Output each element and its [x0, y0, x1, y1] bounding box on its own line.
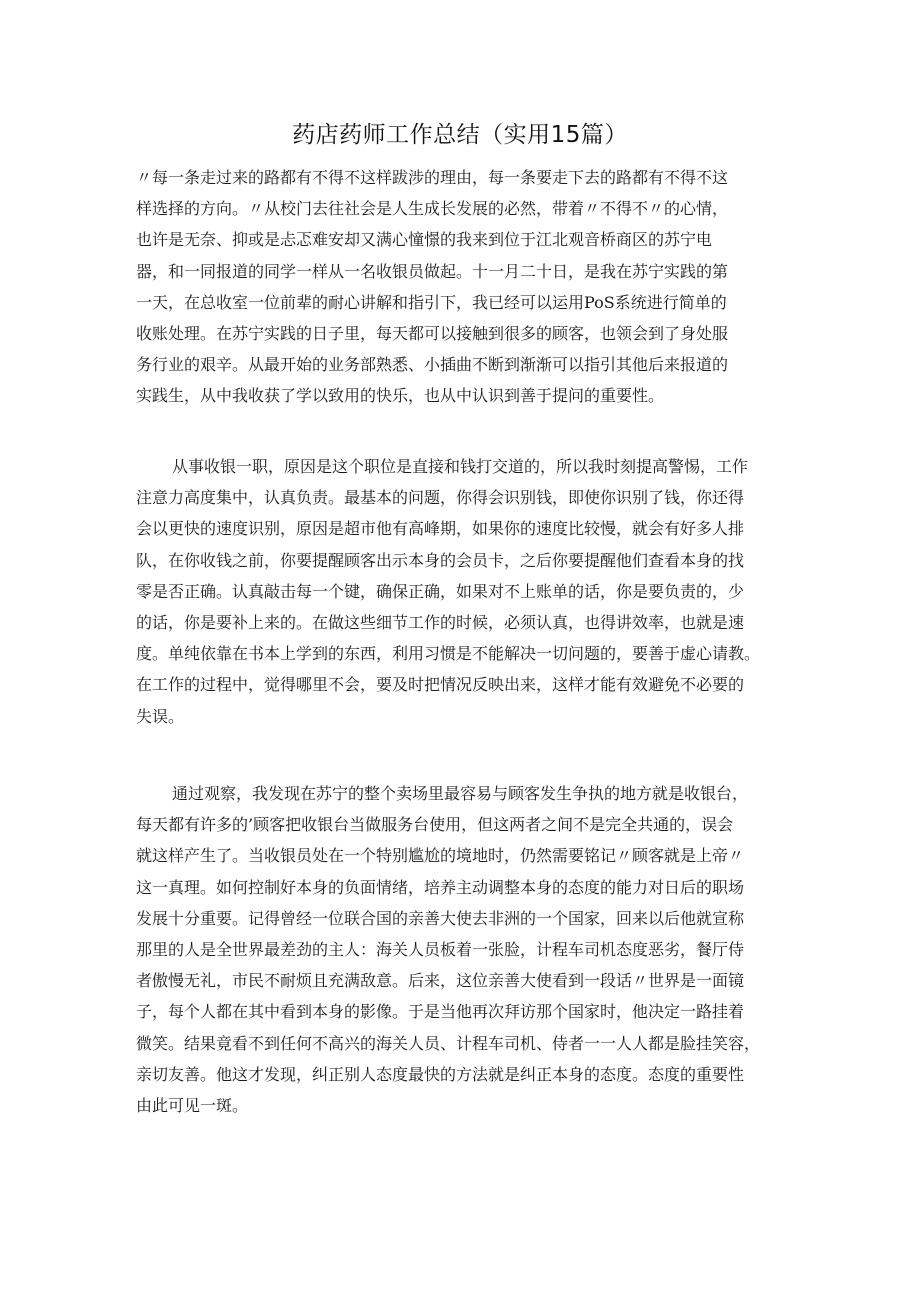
- text-line: 从事收银一职，原因是这个职位是直接和钱打交道的，所以我时刻提高警惕，工作: [172, 457, 749, 476]
- text-line: 通过观察，我发现在苏宁的整个卖场里最容易与顾客发生争执的地方就是收银台，: [172, 784, 749, 803]
- text-line: 在工作的过程中，觉得哪里不会，要及时把情况反映出来，这样才能有效避免不必要的: [136, 675, 745, 695]
- text-line: 亲切友善。他这才发现，纠正别人态度最快的方法就是纠正本身的态度。态度的重要性: [136, 1064, 745, 1084]
- text-line: 这一真理。如何控制好本身的负面情绪，培养主动调整本身的态度的能力对日后的职场: [136, 877, 745, 897]
- paragraph-3: [136, 778, 796, 1121]
- text-line: 微笑。结果竟看不到任何不高兴的海关人员、计程车司机、侍者一一人人都是脸挂笑容，: [136, 1033, 761, 1053]
- text-line: 〃每一条走过来的路都有不得不这样跋涉的理由，每一条要走下去的路都有不得不这: [136, 168, 729, 187]
- text-line: 会以更快的速度识别，原因是超市他有高峰期，如果你的速度比较慢，就会有好多人排: [136, 519, 745, 539]
- paragraph-1: [136, 162, 796, 412]
- text-line: 子，每个人都在其中看到本身的影像。于是当他再次拜访那个国家时，他决定一路挂着: [136, 1002, 745, 1022]
- text-line: 零是否正确。认真敲击每一个键，确保正确，如果对不上账单的话，你是要负责的，少: [136, 581, 745, 601]
- text-line: 失误。: [136, 706, 185, 726]
- text-line: 器，和一同报道的同学一样从一名收银员做起。十一月二十日，是我在苏宁实践的第: [136, 261, 729, 281]
- text-line: 注意力高度集中，认真负责。最基本的问题，你得会识别钱，即使你识别了钱，你还得: [136, 488, 745, 508]
- text-line: 一天，在总收室一位前辈的耐心讲解和指引下，我已经可以运用PoS系统进行简单的: [136, 292, 727, 312]
- text-line: 实践生，从中我收获了学以致用的快乐，也从中认识到善于提问的重要性。: [136, 386, 665, 406]
- text-line: 收账处理。在苏宁实践的日子里，每天都可以接触到很多的顾客，也领会到了身处服: [136, 323, 729, 343]
- text-line: 务行业的艰辛。从最开始的业务部熟悉、小插曲不断到渐渐可以指引其他后来报道的: [136, 355, 729, 375]
- text-line: 每天都有许多的’顾客把收银台当做服务台使用，但这两者之间不是完全共通的，误会: [136, 815, 734, 835]
- text-line: 也许是无奈、抑或是忐忑难安却又满心憧憬的我来到位于江北观音桥商区的苏宁电: [136, 230, 713, 250]
- text-line: 那里的人是全世界最差劲的主人：海关人员板着一张脸，计程车司机态度恶劣，餐厅侍: [136, 939, 745, 959]
- text-line: 由此可见一斑。: [136, 1095, 249, 1115]
- text-line: 者傲慢无礼，市民不耐烦且充满敌意。后来，这位亲善大使看到一段话〃世界是一面镜: [136, 971, 745, 991]
- text-line: 就这样产生了。当收银员处在一个特别尴尬的境地时，仍然需要铭记〃顾客就是上帝〃: [136, 846, 745, 866]
- text-line: 发展十分重要。记得曾经一位联合国的亲善大使去非洲的一个国家，回来以后他就宣称: [136, 908, 745, 928]
- text-line: 的话，你是要补上来的。在做这些细节工作的时候，必须认真，也得讲效率，也就是速: [136, 612, 745, 632]
- text-line: 队，在你收钱之前，你要提醒顾客出示本身的会员卡，之后你要提醒他们查看本身的找: [136, 550, 745, 570]
- text-line: 样选择的方向。〃从校门去往社会是人生成长发展的必然，带着〃不得不〃的心情，: [136, 199, 729, 219]
- text-line: 度。单纯依靠在书本上学到的东西，利用习惯是不能解决一切问题的，要善于虚心请教。: [136, 644, 761, 664]
- paragraph-2: [136, 451, 796, 732]
- document-title: 药店药师工作总结（实用15篇）: [292, 122, 628, 148]
